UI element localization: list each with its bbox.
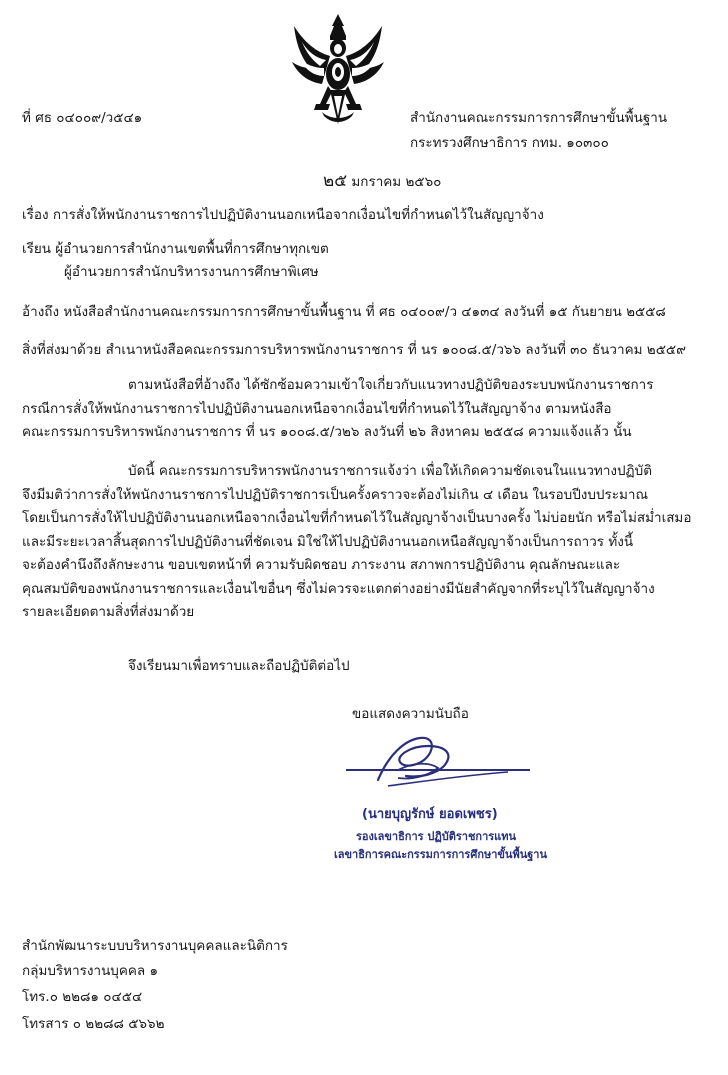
recipient-line-2: ผู้อำนวยการสำนักบริหารงานการศึกษาพิเศษ [64, 264, 319, 280]
reference-line: อ้างถึง หนังสือสำนักงานคณะกรรมการการศึกษาขั้นพื้นฐาน ที่ ศธ ๐๔๐๐๙/ว ๔๑๓๔ ลงวันที่ ๑๕ กันยายน ๒๕๕๘ [22, 304, 666, 320]
paragraph-line: โดยเป็นการสั่งให้ไปปฏิบัติงานนอกเหนือจากเงื่อนไขที่กำหนดไว้ในสัญญาจ้างเป็นบางครั้ง ไม่บ่อยนัก หรือไม่สม่ำเสมอ [22, 510, 692, 526]
date-month-year: มกราคม ๒๕๖๐ [351, 174, 442, 190]
footer-phone: โทร.๐ ๒๒๘๑ ๐๔๕๔ [22, 989, 143, 1005]
subject-line: เรื่อง การสั่งให้พนักงานราชการไปปฏิบัติงานนอกเหนือจากเงื่อนไขที่กำหนดไว้ในสัญญาจ้าง [22, 207, 544, 223]
paragraph-line: รายละเอียดตามสิ่งที่ส่งมาด้วย [22, 604, 195, 620]
handwritten-signature [358, 716, 518, 796]
paragraph-background [22, 374, 712, 445]
paragraph-line: คุณสมบัติของพนักงานราชการและเงื่อนไขอื่นๆ ซึ่งไม่ควรจะแตกต่างอย่างมีนัยสำคัญจากที่ระบุไว้ในสัญญาจ้าง [22, 580, 655, 597]
paragraph-line: จะต้องคำนึงถึงลักษะงาน ขอบเขตหน้าที่ ความรับผิดชอบ ภาระงาน สภาพการปฏิบัติงาน คุณลักษณะและ [22, 557, 621, 573]
signature-underline [346, 769, 530, 771]
signatory-title-1: รองเลขาธิการ ปฏิบัติราชการแทน [356, 830, 517, 843]
footer-group: กลุ่มบริหารงานบุคคล ๑ [22, 963, 159, 979]
recipient-line-1: เรียน ผู้อำนวยการสำนักงานเขตพื้นที่การศึกษาทุกเขต [22, 241, 329, 257]
garuda-emblem [286, 12, 390, 130]
footer-office: สำนักพัฒนาระบบบริหารงานบุคคลและนิติการ [22, 938, 288, 954]
paragraph-line: และมีระยะเวลาสิ้นสุดการไปปฏิบัติงานที่ชัดเจน มิใช่ให้ไปปฏิบัติงานนอกเหนือสัญญาจ้างเป็นการถาวร ทั้งนี้ [22, 533, 634, 550]
closing-request: จึงเรียนมาเพื่อทราบและถือปฏิบัติต่อไป [128, 658, 350, 674]
paragraph-line: คณะกรรมการบริหารพนักงานราชการ ที่ นร ๑๐๐๘.๕/ว๒๖ ลงวันที่ ๒๖ สิงหาคม ๒๕๕๘ ความแจ้งแล้ว นั้น [22, 424, 632, 440]
signatory-title-2: เลขาธิการคณะกรรมการการศึกษาขั้นพื้นฐาน [334, 848, 547, 861]
date-day: ๒๕ [323, 171, 348, 191]
issuing-office: สำนักงานคณะกรรมการการศึกษาขั้นพื้นฐาน [410, 110, 668, 126]
paragraph-line: บัดนี้ คณะกรรมการบริหารพนักงานราชการแจ้งว่า เพื่อให้เกิดความชัดเจนในแนวทางปฏิบัติ [128, 463, 652, 479]
letter-date [323, 172, 441, 191]
paragraph-line: จึงมีมติว่าการสั่งให้พนักงานราชการไปปฏิบัติราชการเป็นครั้งคราวจะต้องไม่เกิน ๔ เดือน ในรอบปีงบประมาณ [22, 486, 649, 503]
paragraph-line: ตามหนังสือที่อ้างถึง ได้ซักซ้อมความเข้าใจเกี่ยวกับแนวทางปฏิบัติของระบบพนักงานราชการ [128, 377, 654, 393]
footer-fax: โทรสาร ๐ ๒๒๘๘ ๕๖๖๒ [22, 1016, 165, 1032]
signatory-name: (นายบุญรักษ์ ยอดเพชร) [362, 807, 498, 822]
paragraph-announcement [22, 460, 712, 625]
issuing-ministry-address: กระทรวงศึกษาธิการ กทม. ๑๐๓๐๐ [410, 135, 609, 151]
enclosure-line: สิ่งที่ส่งมาด้วย สำเนาหนังสือคณะกรรมการบริหารพนักงานราชการ ที่ นร ๑๐๐๘.๕/ว๖๖ ลงวันที่ ๓๐ ธันวาคม ๒๕๕๙ [22, 342, 687, 358]
paragraph-line: กรณีการสั่งให้พนักงานราชการไปปฏิบัติงานนอกเหนือจากเงื่อนไขที่กำหนดไว้ในสัญญาจ้าง ตามหนังสือ [22, 400, 612, 417]
closing-salutation: ขอแสดงความนับถือ [352, 706, 469, 722]
reference-number: ที่ ศธ ๐๔๐๐๙/ว๕๔๑ [22, 110, 143, 126]
